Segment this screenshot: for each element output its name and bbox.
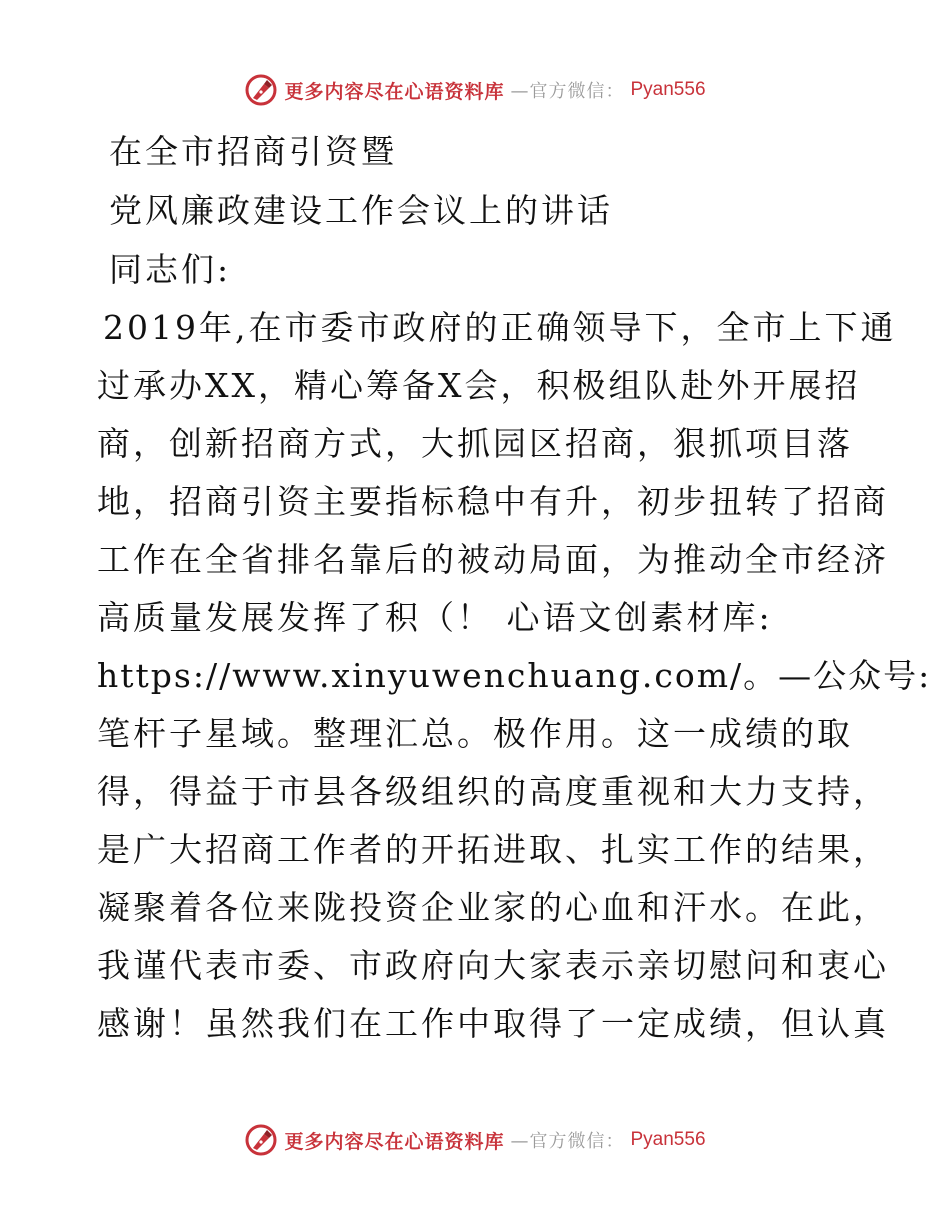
document-body (97, 122, 932, 1053)
body-line: 凝聚着各位来陇投资企业家的心血和汗水。在此， (97, 888, 889, 927)
watermark-wechat-id: Pyan556 (630, 1129, 706, 1150)
body-line: 2019年,在市委市政府的正确领导下，全市上下通 (103, 308, 897, 347)
title-line-1: 在全市招商引资暨 (109, 132, 397, 171)
watermark-official: —官方微信： (510, 1131, 625, 1152)
body-line: 商，创新招商方式，大抓园区招商，狠抓项目落 (97, 424, 853, 463)
body-line: 是广大招商工作者的开拓进取、扎实工作的结果， (97, 830, 889, 869)
watermark-header (0, 70, 950, 110)
watermark-official: —官方微信： (510, 81, 625, 102)
pen-nib-logo-icon (244, 73, 278, 107)
title-line-2: 党风廉政建设工作会议上的讲话 (109, 191, 613, 230)
body-line: 地，招商引资主要指标稳中有升，初步扭转了招商 (97, 482, 889, 521)
body-line: 过承办XX，精心筹备X会，积极组队赴外开展招 (97, 366, 861, 405)
body-line: 工作在全省排名靠后的被动局面，为推动全市经济 (97, 540, 889, 579)
body-line: 笔杆子星域。整理汇总。极作用。这一成绩的取 (97, 714, 853, 753)
watermark-footer (0, 1120, 950, 1160)
body-line: 得，得益于市县各级组织的高度重视和大力支持， (97, 772, 889, 811)
body-line: https://www.xinyuwenchuang.com/。—公众号: (97, 656, 932, 695)
salutation: 同志们: (109, 250, 232, 289)
watermark-wechat-id: Pyan556 (630, 79, 706, 100)
body-line: 感谢！虽然我们在工作中取得了一定成绩，但认真 (97, 1004, 889, 1043)
pen-nib-logo-icon (244, 1123, 278, 1157)
watermark-brand: 更多内容尽在心语资料库 (284, 1130, 505, 1153)
body-line: 高质量发展发挥了积（！ 心语文创素材库: (97, 598, 773, 637)
body-line: 我谨代表市委、市政府向大家表示亲切慰问和衷心 (97, 946, 889, 985)
watermark-brand: 更多内容尽在心语资料库 (284, 80, 505, 103)
